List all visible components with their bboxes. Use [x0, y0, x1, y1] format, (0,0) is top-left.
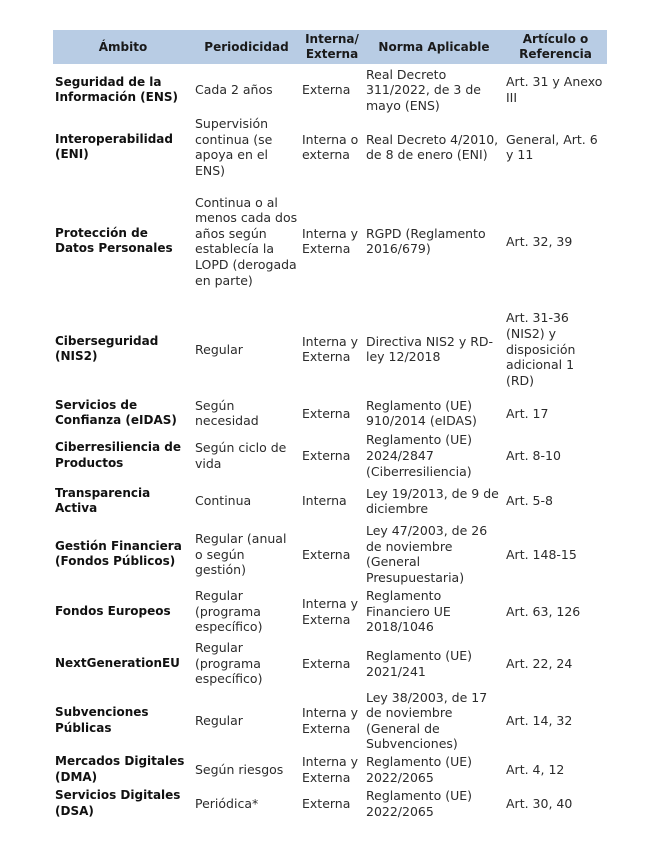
- cell-periodicidad: Regular (anual o según gestión): [195, 530, 287, 578]
- cell-interna-externa: Externa: [302, 447, 351, 463]
- audit-table: [53, 30, 607, 819]
- cell-articulo: Art. 31 y Anexo III: [506, 74, 603, 105]
- cell-norma: Real Decreto 311/2022, de 3 de mayo (ENS): [366, 66, 481, 113]
- cell-articulo: Art. 32, 39: [506, 233, 573, 249]
- table-row: [53, 788, 607, 819]
- col-header-interna-externa: Interna/Externa: [300, 30, 364, 64]
- cell-articulo: Art. 8-10: [506, 447, 561, 463]
- cell-norma: Reglamento (UE) 2024/2847 (Ciberresiliencia): [366, 432, 472, 479]
- cell-articulo: Art. 63, 126: [506, 603, 581, 619]
- col-header-articulo: Artículo o Referencia: [504, 30, 607, 64]
- cell-ambito: NextGenerationEU: [55, 655, 180, 670]
- cell-norma: Reglamento (UE) 2022/2065: [366, 787, 472, 819]
- cell-periodicidad: Según riesgos: [195, 762, 284, 778]
- cell-articulo: General, Art. 6 y 11: [506, 131, 598, 163]
- table-row: [53, 432, 607, 479]
- cell-periodicidad: Continua o al menos cada dos años según establecía la LOPD (derogada en parte): [195, 194, 298, 288]
- cell-norma: Ley 47/2003, de 26 de noviembre (General Presupuestaria): [366, 523, 488, 585]
- table-row: [53, 304, 607, 394]
- cell-ambito: Gestión Financiera (Fondos Públicos): [55, 538, 182, 569]
- cell-ambito: Servicios de Confianza (eIDAS): [55, 397, 177, 428]
- cell-interna-externa: Interna y Externa: [302, 225, 359, 257]
- col-header-norma: Norma Aplicable: [364, 30, 504, 64]
- cell-ambito: Protección de Datos Personales: [55, 225, 173, 256]
- cell-ambito: Interoperabilidad (ENI): [55, 131, 173, 162]
- table-row: [53, 116, 607, 178]
- cell-periodicidad: Periódica*: [195, 795, 259, 811]
- cell-periodicidad: Regular: [195, 712, 243, 728]
- table-row: [53, 690, 607, 752]
- cell-periodicidad: Continua: [195, 493, 252, 509]
- cell-ambito: Ciberseguridad (NIS2): [55, 333, 159, 364]
- cell-norma: Reglamento (UE) 2021/241: [366, 647, 472, 679]
- cell-periodicidad: Supervisión continua (se apoya en el ENS): [195, 116, 273, 178]
- table-row: [53, 752, 607, 788]
- cell-interna-externa: Externa: [302, 546, 351, 562]
- cell-articulo: Art. 14, 32: [506, 712, 573, 728]
- table-row: [53, 64, 607, 116]
- cell-interna-externa: Interna y Externa: [302, 705, 359, 736]
- cell-ambito: Fondos Europeos: [55, 603, 171, 618]
- table-header: [53, 30, 607, 64]
- table-row: [53, 178, 607, 304]
- table-row: [53, 394, 607, 432]
- cell-periodicidad: Según ciclo de vida: [195, 440, 287, 471]
- cell-interna-externa: Externa: [302, 405, 351, 421]
- cell-interna-externa: Interna y Externa: [302, 333, 359, 365]
- cell-ambito: Transparencia Activa: [55, 485, 151, 516]
- cell-ambito: Subvenciones Públicas: [55, 705, 149, 735]
- table-row: [53, 638, 607, 690]
- header-row: [53, 30, 607, 64]
- cell-articulo: Art. 17: [506, 405, 549, 421]
- cell-interna-externa: Interna: [302, 493, 347, 509]
- cell-periodicidad: Cada 2 años: [195, 82, 273, 98]
- table-row: [53, 523, 607, 585]
- cell-ambito: Seguridad de la Información (ENS): [55, 74, 179, 104]
- cell-articulo: Art. 148-15: [506, 546, 577, 562]
- col-header-ambito: Ámbito: [53, 30, 193, 64]
- cell-ambito: Ciberresiliencia de Productos: [55, 440, 182, 470]
- cell-interna-externa: Interna o externa: [302, 131, 359, 163]
- cell-interna-externa: Externa: [302, 655, 351, 671]
- cell-ambito: Servicios Digitales (DSA): [55, 788, 181, 818]
- cell-periodicidad: Regular (programa específico): [195, 640, 263, 687]
- cell-norma: Ley 38/2003, de 17 de noviembre (General de Subvenciones): [366, 689, 488, 752]
- cell-norma: Real Decreto 4/2010, de 8 de enero (ENI): [366, 131, 499, 163]
- cell-norma: Directiva NIS2 y RD-ley 12/2018: [366, 333, 494, 365]
- cell-interna-externa: Externa: [302, 795, 351, 811]
- cell-periodicidad: Regular (programa específico): [195, 588, 263, 635]
- cell-norma: Ley 19/2013, de 9 de diciembre: [366, 485, 499, 517]
- cell-periodicidad: Según necesidad: [195, 397, 259, 429]
- cell-norma: Reglamento (UE) 2022/2065: [366, 754, 472, 785]
- cell-periodicidad: Regular: [195, 341, 243, 357]
- cell-norma: Reglamento (UE) 910/2014 (eIDAS): [366, 397, 477, 429]
- cell-articulo: Art. 30, 40: [506, 795, 573, 811]
- cell-interna-externa: Interna y Externa: [302, 595, 359, 627]
- cell-articulo: Art. 4, 12: [506, 762, 565, 778]
- cell-ambito: Mercados Digitales (DMA): [55, 754, 185, 784]
- table-row: [53, 586, 607, 638]
- cell-norma: RGPD (Reglamento 2016/679): [366, 225, 486, 257]
- cell-interna-externa: Externa: [302, 82, 351, 98]
- table-row: [53, 479, 607, 523]
- col-header-periodicidad: Periodicidad: [193, 30, 300, 64]
- cell-interna-externa: Interna y Externa: [302, 754, 359, 785]
- table-body: [53, 64, 607, 819]
- cell-articulo: Art. 31-36 (NIS2) y disposición adicional 1 (RD): [506, 310, 576, 388]
- cell-articulo: Art. 22, 24: [506, 655, 573, 671]
- cell-articulo: Art. 5-8: [506, 493, 553, 509]
- cell-norma: Reglamento Financiero UE 2018/1046: [366, 588, 451, 635]
